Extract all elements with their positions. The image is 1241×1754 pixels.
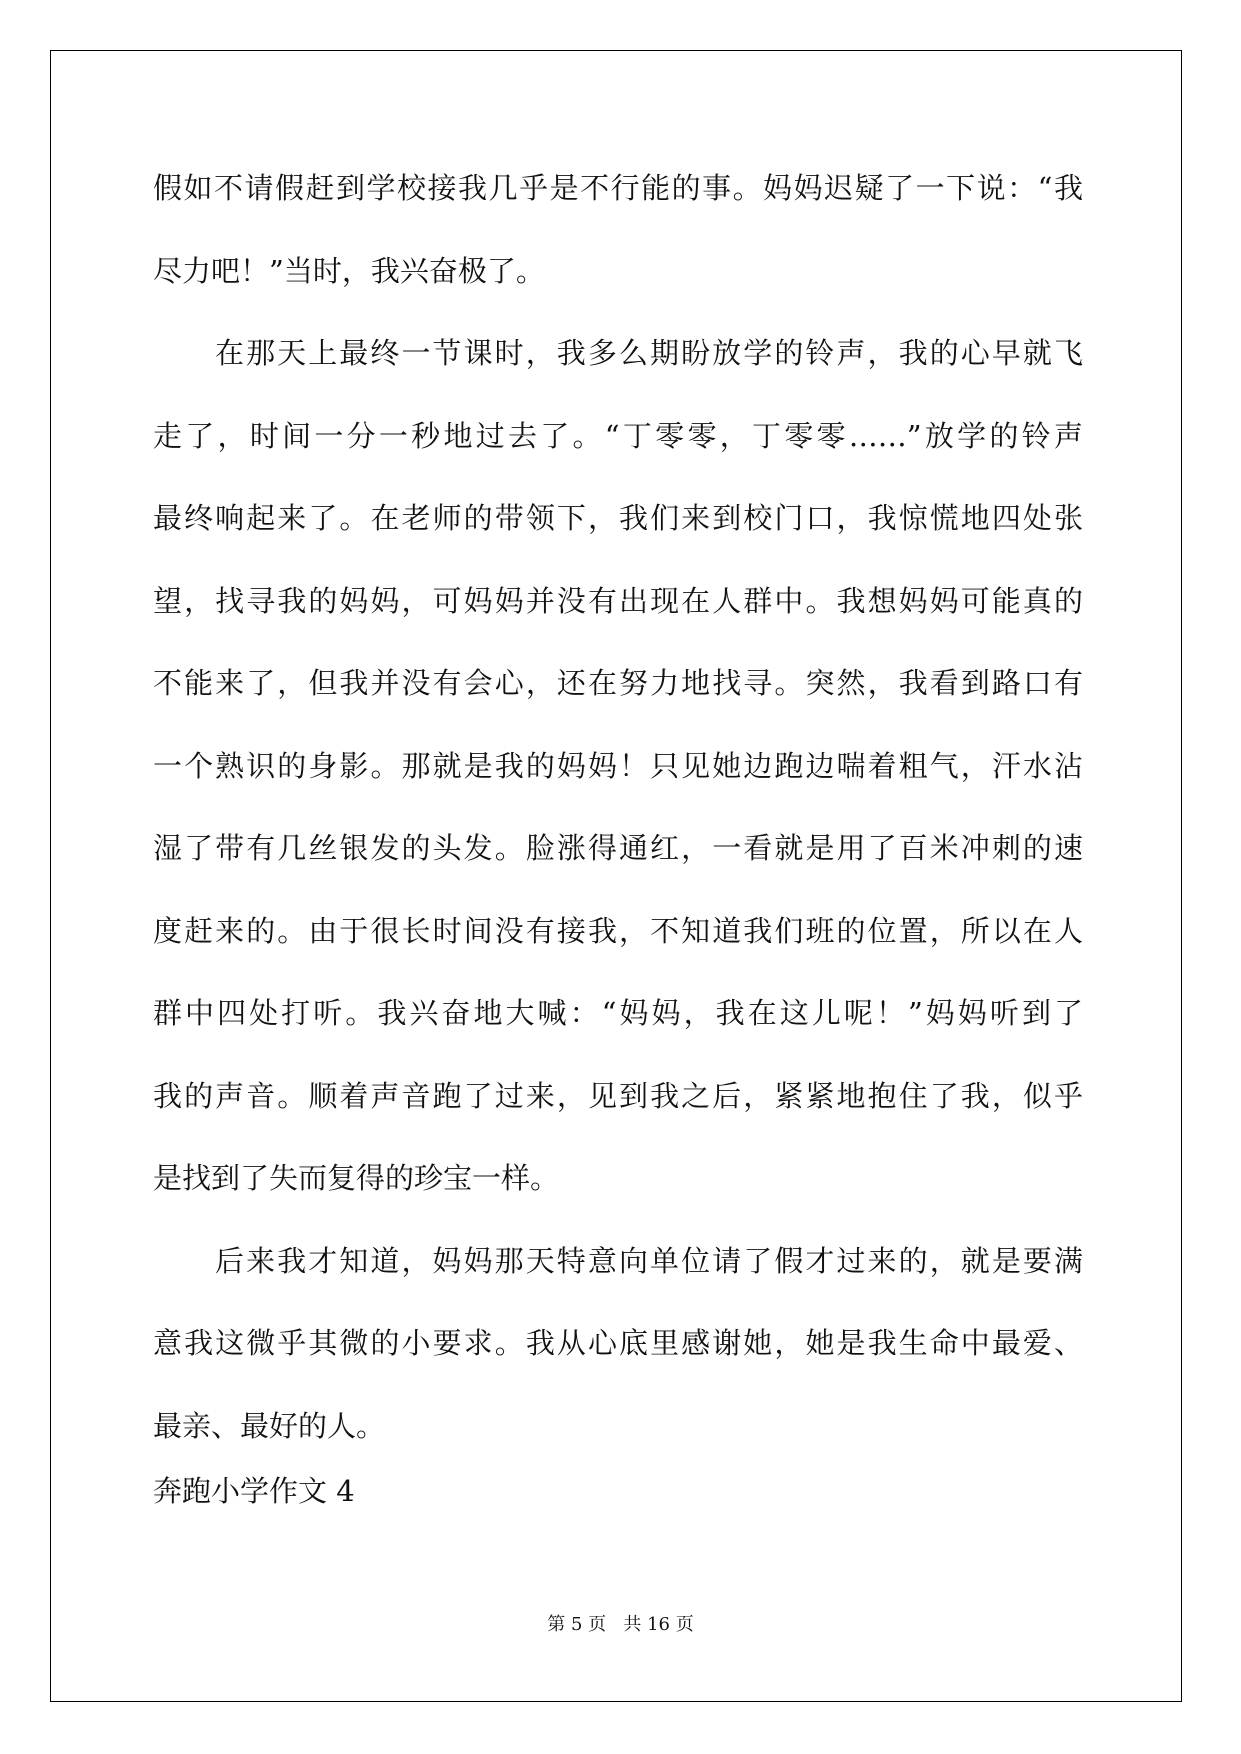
text-line: 最亲、最好的人。 [153, 1408, 386, 1443]
section-heading: 奔跑小学作文 4 [153, 1474, 355, 1508]
text-line: 是找到了失而复得的珍宝一样。 [153, 1161, 560, 1195]
text-line: 望，找寻我的妈妈，可妈妈并没有出现在人群中。我想妈妈可能真的 [153, 583, 1083, 618]
text-line: 湿了带有几丝银发的头发。脸涨得通红，一看就是用了百米冲刺的速 [153, 831, 1083, 865]
document-body [153, 163, 1083, 1483]
text-line: 走了，时间一分一秒地过去了。“丁零零，丁零零……”放学的铃声 [153, 418, 1083, 453]
text-line: 一个熟识的身影。那就是我的妈妈！只见她边跑边喘着粗气，汗水沾 [153, 748, 1083, 783]
text-line: 假如不请假赶到学校接我几乎是不行能的事。妈妈迟疑了一下说：“我 [153, 171, 1083, 205]
text-line: 在那天上最终一节课时，我多么期盼放学的铃声，我的心早就飞 [215, 336, 1083, 370]
text-line: 最终响起来了。在老师的带领下，我们来到校门口，我惊慌地四处张 [153, 501, 1083, 535]
text-line: 度赶来的。由于很长时间没有接我，不知道我们班的位置，所以在人 [153, 913, 1083, 948]
text-line: 意我这微乎其微的小要求。我从心底里感谢她，她是我生命中最爱、 [153, 1326, 1083, 1360]
text-line: 尽力吧！”当时，我兴奋极了。 [153, 253, 545, 288]
text-line: 群中四处打听。我兴奋地大喊：“妈妈，我在这儿呢！”妈妈听到了 [153, 996, 1083, 1030]
text-line: 后来我才知道，妈妈那天特意向单位请了假才过来的，就是要满 [215, 1243, 1083, 1278]
text-line: 我的声音。顺着声音跑了过来，见到我之后，紧紧地抱住了我，似乎 [153, 1078, 1083, 1113]
page-number-footer: 第 5 页 共 16 页 [547, 1614, 694, 1635]
text-line: 不能来了，但我并没有会心，还在努力地找寻。突然，我看到路口有 [153, 666, 1083, 700]
